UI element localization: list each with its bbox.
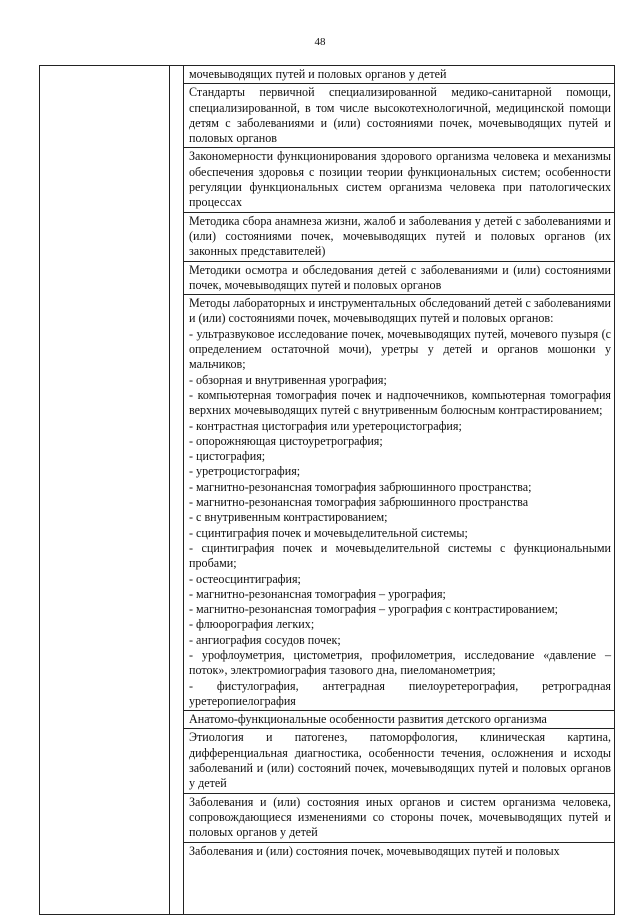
knowledge-entry: Заболевания и (или) состояния почек, мочевыводящих путей и половых (189, 843, 560, 858)
method-item: - опорожняющая цистоуретрография; (189, 433, 383, 448)
method-item: - цистография; (189, 449, 266, 464)
knowledge-column (184, 66, 615, 915)
knowledge-entry: Закономерности функционирования здорового организма человека и механизмы обеспечения здоровья с позиции теории функциональных систем; особенности регуляции функциональных систем организма человека при патологических процессах (184, 148, 614, 212)
method-item: - сцинтиграфия почек и мочевыделительной системы с функциональными пробами; (189, 540, 611, 571)
knowledge-entry: Заболевания и (или) состояния иных органов и систем организма человека, сопровождающиеся изменениями со стороны почек, мочевыводящих путей и половых органов у детей (184, 794, 614, 843)
method-item: - ангиография сосудов почек; (189, 632, 341, 647)
method-item: - с внутривенным контрастированием; (189, 510, 388, 525)
method-item: - обзорная и внутривенная урография; (189, 372, 387, 387)
method-item: - магнитно-резонансная томография – урография с контрастированием; (189, 602, 559, 617)
method-item: - магнитно-резонансная томография забрюшинного пространства (189, 495, 529, 510)
method-item: - ультразвуковое исследование почек, мочевыводящих путей, мочевого пузыря (с определением остаточной мочи), уретры у детей и органов мошонки у мальчиков; (189, 326, 611, 372)
method-item: - сцинтиграфия почек и мочевыделительной системы; (189, 525, 468, 540)
method-item: - флюорография легких; (189, 617, 315, 632)
examination-methods-entry (184, 295, 614, 711)
method-item: - магнитно-резонансная томография забрюшинного пространства; (189, 479, 532, 494)
knowledge-entry: Методика сбора анамнеза жизни, жалоб и заболевания у детей с заболеваниями и (или) состояниями почек, мочевыводящих путей и половых органов (их законных представителей) (184, 213, 614, 262)
knowledge-entry: Анатомо-функциональные особенности развития детского организма (184, 711, 614, 729)
knowledge-entry: мочевыводящих путей и половых органов у детей (184, 66, 614, 84)
empty-narrow-column (170, 66, 184, 915)
method-item: - уретроцистография; (189, 464, 301, 479)
page-number: 48 (314, 36, 326, 48)
knowledge-entry: Стандарты первичной специализированной медико-санитарной помощи, специализированной, в том числе высокотехнологичной, медицинской помощи детям с заболеваниями и (или) состояниями почек, мочевыводящих путей и половых органов (184, 84, 614, 148)
method-item: - компьютерная томография почек и надпочечников, компьютерная томография верхних мочевыводящих путей с внутривенным болюсным контрастированием; (189, 387, 611, 418)
method-item: - фистулография, антеградная пиелоуретерография, ретроградная уретеропиелография (189, 678, 611, 708)
knowledge-entry: Этиология и патогенез, патоморфология, клиническая картина, дифференциальная диагностика, особенности течения, осложнения и исходы заболеваний и (или) состояний почек, мочевыводящих путей и половых органов у детей (184, 729, 614, 793)
method-item: - урофлоуметрия, цистометрия, профилометрия, исследование «давление – поток», электромиография тазового дна, пиеломанометрия; (189, 647, 611, 678)
knowledge-entry: Методики осмотра и обследования детей с заболеваниями и (или) состояниями почек, мочевыводящих путей и половых органов (184, 262, 614, 296)
requirements-table (39, 65, 615, 915)
method-item: - остеосцинтиграфия; (189, 571, 301, 586)
empty-left-column (40, 66, 170, 915)
entry-intro: Методы лабораторных и инструментальных обследований детей с заболеваниями и (или) состояниями почек, мочевыводящих путей и половых органов: (189, 296, 611, 326)
method-item: - магнитно-резонансная томография – урография; (189, 586, 446, 601)
method-item: - контрастная цистография или уретероцистография; (189, 418, 462, 433)
